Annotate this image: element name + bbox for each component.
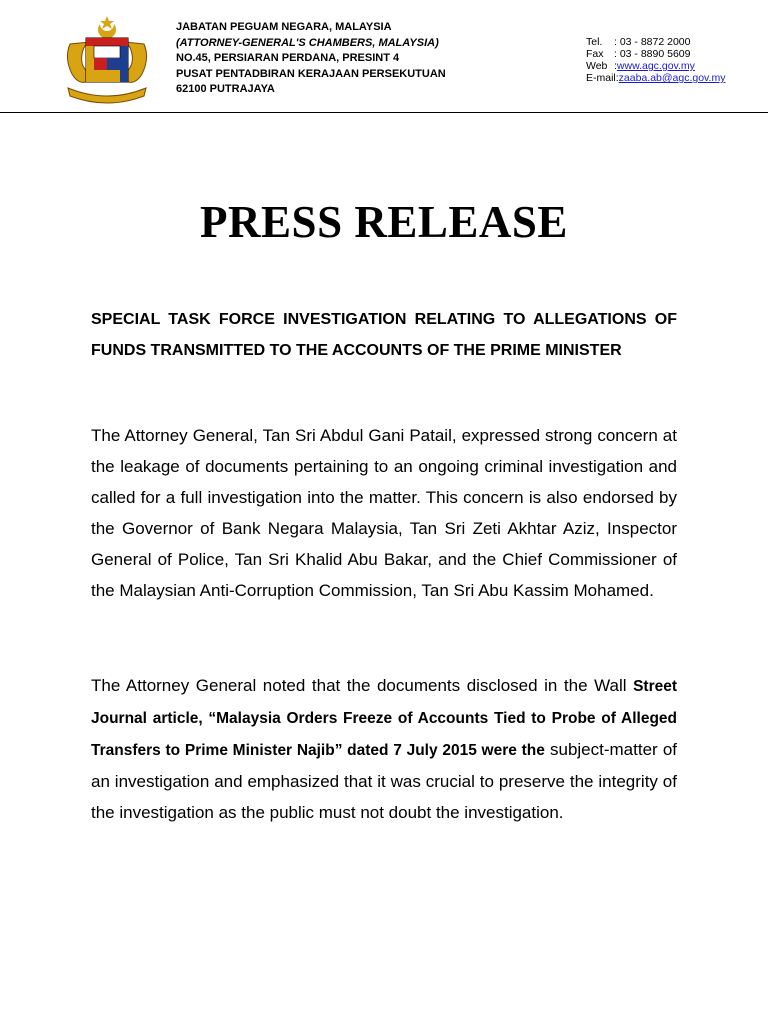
email-link[interactable]: zaaba.ab@agc.gov.my — [618, 72, 726, 84]
coat-of-arms-logo — [62, 14, 152, 106]
org-name-malay: JABATAN PEGUAM NEGARA, MALAYSIA — [176, 21, 392, 33]
tel-value: : 03 - 8872 2000 — [614, 36, 691, 48]
fax-value: : 03 - 8890 5609 — [614, 48, 691, 60]
web-row — [586, 60, 725, 72]
paragraph-2-article-title: Street Journal article, “Malaysia Orders Freeze of Accounts Tied to Probe of Alleged Transfers to Prime Minister Najib” dated 7 July 2015 were the — [91, 678, 677, 759]
address-line-2: PUSAT PENTADBIRAN KERAJAAN PERSEKUTUAN — [176, 67, 446, 80]
web-label: Web — [586, 60, 608, 72]
page-title: PRESS RELEASE — [200, 197, 568, 247]
web-separator: : — [614, 60, 617, 72]
paragraph-1: The Attorney General, Tan Sri Abdul Gani Patail, expressed strong concern at the leakage of documents pertaining to an ongoing criminal investigation and called for a full investigation into the matter. This concern is also endorsed by the Governor of Bank Negara Malaysia, Tan Sri Zeti Akhtar Aziz, Inspector General of Police, Tan Sri Khalid Abu Bakar, and the Chief Commissioner of the Malaysian Anti-Corruption Commission, Tan Sri Abu Kassim Mohamed. — [91, 426, 677, 600]
paragraph-2 — [91, 670, 677, 828]
tel-label: Tel. — [586, 36, 603, 48]
contact-info — [586, 36, 725, 84]
letterhead-address — [176, 20, 446, 98]
paragraph-2-conclusion: subject-matter of an investigation and emphasized that it was crucial to preserve the integrity of the investigation as the public must not doubt the investigation. — [91, 740, 678, 822]
org-name-english: (ATTORNEY-GENERAL'S CHAMBERS, MALAYSIA) — [176, 36, 439, 49]
fax-row — [586, 48, 725, 60]
fax-label: Fax — [586, 48, 604, 60]
paragraph-2-intro: The Attorney General noted that the documents disclosed in the Wall — [91, 676, 634, 695]
email-row — [586, 72, 725, 84]
email-label: E-mail: — [586, 72, 619, 84]
header-divider — [0, 112, 768, 113]
website-link[interactable]: www.agc.gov.my — [616, 60, 695, 72]
address-line-3: 62100 PUTRAJAYA — [176, 83, 275, 95]
address-line-1: NO.45, PERSIARAN PERDANA, PRESINT 4 — [176, 52, 400, 64]
tel-row — [586, 36, 725, 48]
release-heading: SPECIAL TASK FORCE INVESTIGATION RELATING TO ALLEGATIONS OF FUNDS TRANSMITTED TO THE ACCOUNTS OF THE PRIME MINISTER — [91, 311, 677, 359]
